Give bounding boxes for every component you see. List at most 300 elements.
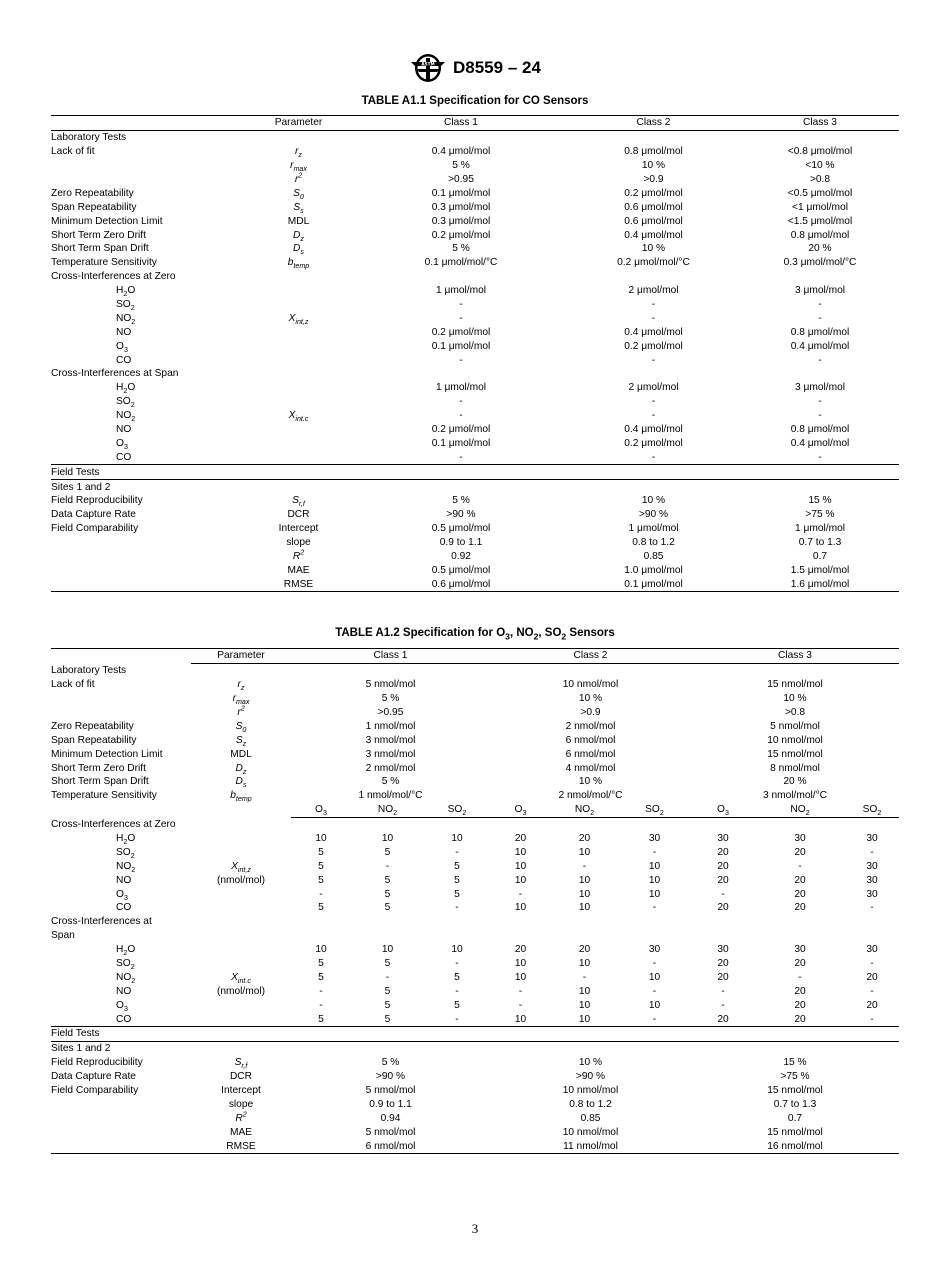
value-cell: - [870, 985, 874, 997]
table-row [51, 775, 899, 789]
parameter-cell: $D_z$ [235, 762, 247, 776]
row-label: Cross-Interferences at Span [51, 368, 179, 380]
row-label: Lack of fit [51, 146, 95, 158]
value-cell: 0.8 μmol/mol [790, 424, 850, 436]
row-label: Data Capture Rate [51, 509, 136, 521]
value-cell: 5 [454, 888, 460, 900]
value-cell: 10 [514, 902, 527, 914]
value-cell: - [798, 971, 802, 983]
parameter-cell [241, 270, 356, 284]
value-cell: 10 [578, 999, 591, 1011]
table-row [51, 465, 899, 480]
value-cell: 10 [381, 833, 394, 845]
value-cell [291, 1027, 490, 1042]
parameter-cell [241, 423, 356, 437]
section-label: Cross-Interferences at Zero [51, 818, 176, 830]
value-cell: 5 [318, 902, 324, 914]
value-cell: - [721, 985, 725, 997]
row-label: Temperature Sensitivity [51, 257, 157, 269]
value-cell [691, 1027, 899, 1042]
value-cell: 5 % [452, 495, 470, 507]
value-cell: - [818, 354, 822, 366]
parameter-cell: $X_{int,z}$ [288, 312, 309, 326]
value-cell: 10 [514, 971, 527, 983]
value-cell: - [845, 1012, 899, 1026]
row-label: $H_2O$ [116, 382, 136, 396]
table-row [51, 817, 899, 831]
value-cell: 5 [318, 860, 324, 872]
row-label: $SO_2$ [116, 846, 135, 860]
table-row [51, 550, 899, 564]
empty-cell [351, 915, 424, 929]
table-row [51, 957, 899, 971]
parameter-cell [241, 298, 356, 312]
table-row [51, 423, 899, 437]
parameter-cell: $r_{max}$ [290, 160, 307, 174]
value-cell: 20 [717, 971, 729, 983]
value-cell: 0.4 μmol/mol [790, 437, 850, 449]
value-cell: 10 % [783, 693, 807, 705]
value-cell: 3 nmol/mol/°C [762, 790, 828, 802]
value-cell: 20 [794, 902, 806, 914]
parameter-cell: $D_s$ [235, 776, 247, 790]
value-cell: 10 [648, 888, 661, 900]
value-cell: - [651, 312, 656, 324]
value-cell: - [356, 450, 566, 464]
empty-cell [291, 915, 351, 929]
value-cell: 5 [454, 860, 460, 872]
value-cell: 0.2 μmol/mol [624, 437, 683, 449]
row-label [51, 692, 191, 706]
value-cell: - [651, 396, 656, 408]
row-label: Cross-Interferences at Zero [51, 271, 176, 283]
gas-header-cell: $SO_2$ [424, 803, 490, 817]
value-cell: 3 nmol/mol [365, 734, 416, 746]
table-row [51, 733, 899, 747]
value-cell: 5 [384, 874, 391, 886]
parameter-cell [241, 367, 356, 381]
parameter-cell [241, 465, 356, 480]
value-cell: 5 nmol/mol [365, 1085, 416, 1097]
value-cell: <1 μmol/mol [792, 201, 848, 213]
value-cell: 0.3 μmol/mol/°C [783, 257, 857, 269]
value-cell: 5 % [381, 693, 400, 705]
value-cell: 10 [648, 971, 661, 983]
row-label: CO [116, 354, 132, 366]
empty-cell [424, 915, 490, 929]
value-cell: 0.1 μmol/mol/°C [424, 257, 498, 269]
value-cell: 10 [578, 874, 591, 886]
value-cell: 0.8 μmol/mol [790, 229, 850, 241]
value-cell: 0.2 μmol/mol [431, 424, 491, 436]
value-cell: >75 % [805, 509, 835, 521]
parameter-cell [241, 395, 356, 409]
table-row [51, 577, 899, 591]
value-cell: - [518, 888, 523, 900]
empty-cell [618, 915, 691, 929]
row-label: CO [116, 902, 132, 914]
parameter-cell: $b_{temp}$ [230, 790, 252, 804]
row-label: Field Tests [51, 465, 241, 480]
value-cell: 10 nmol/mol [767, 734, 823, 746]
table-row [51, 159, 899, 173]
value-cell: 30 [866, 860, 878, 872]
value-cell: 0.3 μmol/mol [431, 201, 491, 213]
row-label [51, 706, 191, 720]
gas-header-cell: $O_3$ [490, 803, 551, 817]
value-cell: 1 μmol/mol [794, 523, 846, 535]
value-cell: 10 [490, 1012, 551, 1026]
table-row [51, 1139, 899, 1153]
parameter-cell: $r_z$ [237, 679, 245, 693]
value-cell [356, 130, 566, 144]
value-cell: - [721, 999, 725, 1011]
table-row [51, 450, 899, 464]
value-cell: 5 [384, 999, 391, 1011]
value-cell: 30 [717, 833, 729, 845]
value-cell: 10 % [578, 693, 603, 705]
value-cell [741, 130, 899, 144]
value-cell: 10 [315, 944, 327, 956]
parameter-cell: Intercept [221, 1085, 261, 1097]
table-header-cell: Parameter [191, 649, 291, 664]
value-cell: - [459, 299, 463, 311]
value-cell: >90 % [638, 509, 669, 521]
value-cell: 10 nmol/mol [562, 679, 619, 691]
parameter-cell [191, 1027, 291, 1042]
table-co-sensors [51, 115, 899, 592]
table-row [51, 200, 899, 214]
value-cell: 10 % [641, 243, 666, 255]
empty-cell [845, 929, 899, 943]
value-cell: <0.8 μmol/mol [787, 146, 853, 158]
row-label [51, 1125, 191, 1139]
value-cell: 0.1 μmol/mol [431, 340, 491, 352]
table-row [51, 803, 899, 817]
row-label: Minimum Detection Limit [51, 215, 163, 227]
row-label: $NO_2$ [116, 860, 136, 874]
table-row [51, 228, 899, 242]
value-cell: 11 nmol/mol [490, 1139, 691, 1153]
value-cell: 5 [384, 902, 391, 914]
page-number: 3 [471, 1221, 479, 1236]
parameter-cell [191, 845, 291, 859]
document-id: D8559 – 24 [453, 58, 541, 77]
empty-cell [755, 929, 845, 943]
value-cell: 2 nmol/mol [365, 762, 416, 774]
value-cell: 0.1 μmol/mol [431, 437, 491, 449]
value-cell: - [651, 410, 656, 422]
parameter-cell: MAE [287, 564, 310, 576]
parameter-cell: DCR [229, 1071, 253, 1083]
value-cell: 20 [794, 874, 806, 886]
value-cell: - [741, 450, 899, 464]
empty-cell [291, 929, 351, 943]
row-label: $O_3$ [116, 888, 128, 902]
value-cell: - [455, 985, 459, 997]
value-cell: 3 nmol/mol [365, 748, 416, 760]
value-cell: 0.2 μmol/mol [624, 187, 683, 199]
table-header-cell: Parameter [241, 116, 356, 131]
gas-header-cell: $NO_2$ [551, 803, 618, 817]
row-label: Field Comparability [51, 1085, 139, 1097]
parameter-cell: $r_z$ [295, 146, 302, 160]
value-cell: 20 [578, 833, 591, 845]
parameter-cell [191, 998, 291, 1012]
row-label: Lack of fit [51, 679, 95, 691]
row-label: Minimum Detection Limit [51, 748, 163, 760]
row-label: $O_3$ [116, 999, 128, 1013]
table-row [51, 353, 899, 367]
value-cell [566, 130, 741, 144]
value-cell: <0.5 μmol/mol [787, 187, 853, 199]
table-row [51, 339, 899, 353]
value-cell: 10 [514, 860, 527, 872]
value-cell: 20 [514, 833, 527, 845]
empty-cell [191, 915, 291, 929]
value-cell: 0.5 μmol/mol [431, 523, 491, 535]
parameter-cell: $S_0$ [293, 187, 304, 201]
parameter-cell: $D_z$ [293, 229, 304, 243]
value-cell: - [459, 354, 463, 366]
value-cell: 6 nmol/mol [565, 748, 616, 760]
page-header [0, 50, 950, 86]
table-row [51, 214, 899, 228]
row-label: $SO_2$ [116, 958, 135, 972]
value-cell: 20 [514, 944, 527, 956]
gas-header-cell: $NO_2$ [755, 803, 845, 817]
value-cell: 0.8 μmol/mol [790, 326, 850, 338]
parameter-cell: $S_{r,f}$ [292, 495, 305, 509]
value-cell: 10 nmol/mol [562, 1085, 619, 1097]
value-cell: 20 [866, 999, 878, 1011]
value-cell: >0.9 [643, 174, 664, 185]
value-cell: 10 [648, 874, 661, 886]
value-cell [291, 1041, 490, 1055]
value-cell: - [870, 846, 874, 858]
value-cell: 0.7 [787, 1112, 803, 1124]
value-cell: 10 [381, 944, 394, 956]
gas-header-cell: $O_3$ [691, 803, 755, 817]
row-label: $H_2O$ [116, 285, 136, 299]
empty-cell [551, 817, 618, 831]
value-cell: 20 [717, 846, 729, 858]
value-cell: 20 [691, 1012, 755, 1026]
value-cell [356, 480, 566, 494]
row-label [51, 1111, 191, 1125]
table-row [51, 1027, 899, 1042]
table-row [51, 998, 899, 1012]
value-cell [566, 270, 741, 284]
parameter-cell [241, 339, 356, 353]
parameter-cell: RMSE [191, 1139, 291, 1153]
table-row [51, 564, 899, 578]
table-row [51, 1084, 899, 1098]
value-cell: 5 % [452, 160, 470, 172]
value-cell: 2 μmol/mol [628, 285, 679, 297]
value-cell: 0.7 to 1.3 [773, 1098, 817, 1110]
row-label: CO [51, 450, 241, 464]
table-row [51, 409, 899, 423]
value-cell: >0.8 [809, 174, 831, 185]
value-cell: 1.5 μmol/mol [790, 564, 850, 576]
parameter-cell [241, 353, 356, 367]
value-cell: - [582, 860, 587, 872]
empty-cell [191, 929, 291, 943]
value-cell: 2 μmol/mol [628, 382, 679, 394]
row-label: $SO_2$ [116, 299, 135, 313]
empty-cell [351, 817, 424, 831]
row-label: Laboratory Tests [51, 132, 127, 144]
table-row [51, 480, 899, 494]
table-row [51, 747, 899, 761]
table-row [51, 984, 899, 998]
value-cell: 10 [451, 944, 463, 956]
value-cell [356, 367, 566, 381]
value-cell: <1.5 μmol/mol [787, 215, 853, 227]
gas-header-cell: $O_3$ [291, 803, 351, 817]
parameter-cell: $r^2$ [294, 171, 303, 185]
empty-cell [691, 817, 755, 831]
value-cell: 10 % [578, 1057, 603, 1069]
parameter-cell: RMSE [241, 577, 356, 591]
value-cell: 5 [454, 874, 460, 886]
table-row [51, 1056, 899, 1070]
value-cell: 30 [717, 944, 729, 956]
value-cell [741, 367, 899, 381]
row-label: NO [116, 424, 132, 436]
table-row [51, 298, 899, 312]
value-cell: 20 [717, 860, 729, 872]
value-cell: 20 [717, 902, 729, 914]
value-cell: 3 μmol/mol [794, 285, 846, 297]
table-row [51, 381, 899, 395]
value-cell [741, 480, 899, 494]
value-cell [356, 270, 566, 284]
value-cell: - [721, 888, 725, 900]
parameter-cell: MAE [229, 1126, 253, 1138]
value-cell: - [455, 846, 459, 858]
table-row [51, 887, 899, 901]
parameter-cell [241, 436, 356, 450]
value-cell: 30 [648, 944, 661, 956]
parameter-cell [241, 480, 356, 494]
value-cell: 0.4 μmol/mol [624, 424, 683, 436]
value-cell [691, 663, 899, 677]
value-cell: - [582, 971, 587, 983]
empty-cell [691, 915, 755, 929]
table-row [51, 929, 899, 943]
value-cell [490, 1027, 691, 1042]
table-row [51, 325, 899, 339]
empty-cell [845, 817, 899, 831]
parameter-cell: $R^2$ [235, 1110, 247, 1124]
value-cell: 30 [794, 944, 806, 956]
value-cell: 10 [578, 958, 591, 970]
value-cell: >0.95 [377, 707, 404, 718]
value-cell: 6 nmol/mol [565, 734, 616, 746]
value-cell: 1 μmol/mol [435, 382, 487, 394]
parameter-cell [191, 663, 291, 677]
parameter-cell: $S_s$ [293, 201, 304, 215]
empty-cell [691, 929, 755, 943]
value-cell: 15 nmol/mol [767, 748, 823, 760]
value-cell: 0.8 μmol/mol [624, 146, 683, 158]
row-label: Data Capture Rate [51, 1071, 136, 1083]
value-cell: 0.6 μmol/mol [624, 201, 683, 213]
value-cell: 5 % [381, 1057, 400, 1069]
parameter-cell [241, 381, 356, 395]
value-cell: - [455, 958, 459, 970]
row-label: Short Term Span Drift [51, 776, 149, 788]
value-cell: 0.6 μmol/mol [624, 215, 683, 227]
value-cell: 2 nmol/mol/°C [558, 790, 623, 802]
empty-cell [490, 929, 551, 943]
value-cell: 1 nmol/mol/°C [358, 790, 423, 802]
table-row [51, 663, 899, 677]
table-row [51, 1041, 899, 1055]
value-cell: 0.2 μmol/mol [624, 340, 683, 352]
table-header-cell: Class 3 [741, 116, 899, 131]
empty-cell [618, 929, 691, 943]
value-cell: 0.2 μmol/mol [431, 229, 491, 241]
value-cell: 30 [866, 874, 878, 886]
row-label: Short Term Span Drift [51, 243, 149, 255]
value-cell: 0.4 μmol/mol [431, 146, 491, 158]
value-cell: - [459, 410, 463, 422]
table-row [51, 242, 899, 256]
empty-cell [490, 817, 551, 831]
value-cell: - [870, 958, 874, 970]
value-cell: 10 [578, 985, 591, 997]
value-cell: 0.92 [451, 551, 471, 563]
value-cell: - [651, 299, 656, 311]
value-cell: - [518, 985, 523, 997]
value-cell: 5 [384, 846, 391, 858]
parameter-cell [191, 957, 291, 971]
parameter-cell: (nmol/mol) [216, 985, 266, 997]
value-cell: 30 [866, 944, 878, 956]
value-cell: - [652, 985, 657, 997]
parameter-cell: MDL [230, 748, 252, 760]
value-cell: 30 [794, 833, 806, 845]
value-cell: 15 % [783, 1057, 807, 1069]
section-label: Cross-Interferences at [51, 916, 152, 928]
table-row [51, 845, 899, 859]
empty-cell [291, 817, 351, 831]
section-label: Span [51, 930, 75, 942]
value-cell: >90 % [446, 509, 476, 521]
value-cell: 2 nmol/mol [565, 720, 616, 732]
value-cell: - [455, 902, 459, 914]
value-cell: 20 % [783, 776, 807, 788]
value-cell: >0.8 [784, 707, 806, 718]
table-row [51, 915, 899, 929]
value-cell: 10 [514, 958, 527, 970]
parameter-cell: $b_{temp}$ [287, 257, 310, 271]
value-cell: 6 nmol/mol [291, 1139, 490, 1153]
row-label: Field Comparability [51, 523, 139, 535]
row-label: Zero Repeatability [51, 720, 134, 732]
table-row [51, 522, 899, 536]
value-cell [691, 1041, 899, 1055]
value-cell: 20 [794, 888, 806, 900]
parameter-cell: $S_0$ [235, 720, 247, 734]
value-cell: 5 [318, 958, 324, 970]
parameter-cell: $r_{max}$ [232, 693, 250, 707]
value-cell: - [566, 450, 741, 464]
table-row [51, 284, 899, 298]
